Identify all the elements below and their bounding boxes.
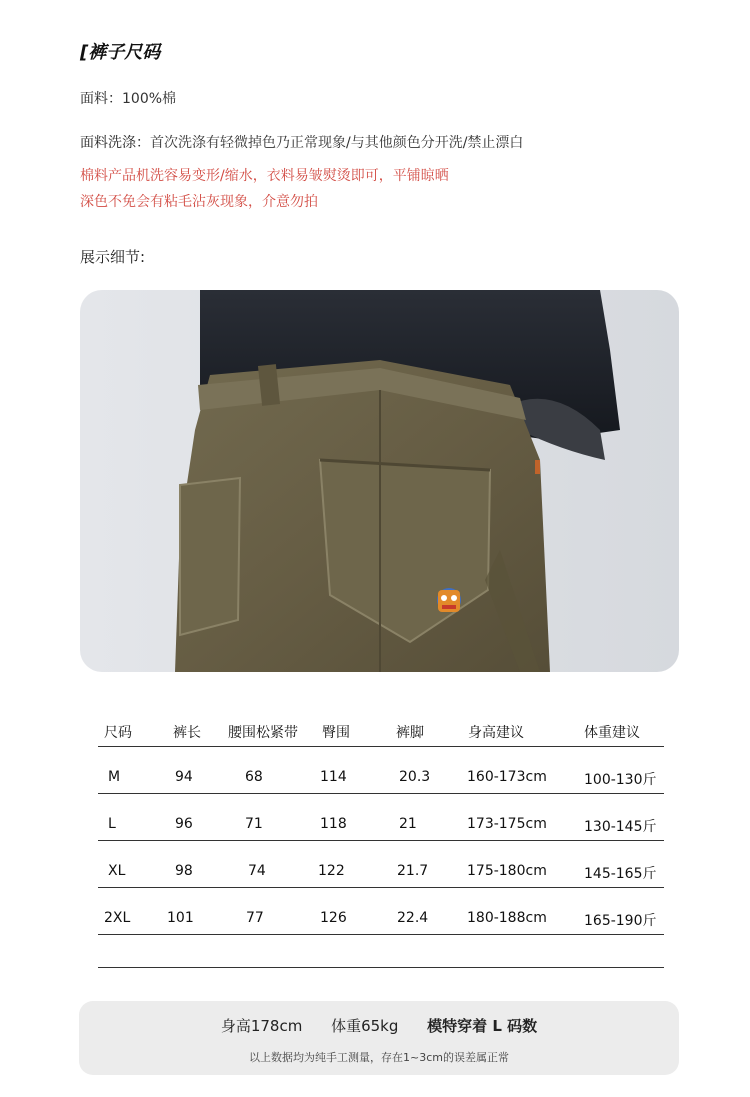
table-cell: L bbox=[108, 816, 116, 832]
table-header-cell: 腰围松紧带 bbox=[228, 725, 298, 741]
size-table bbox=[98, 718, 664, 935]
table-row bbox=[98, 841, 664, 888]
washing-label: 面料洗涤： bbox=[80, 135, 150, 151]
table-header-cell: 臀围 bbox=[322, 725, 350, 741]
table-cell: 100-130斤 bbox=[584, 772, 657, 788]
material-label: 面料： bbox=[80, 91, 122, 107]
detail-heading: 展示细节: bbox=[80, 248, 146, 266]
warning-text: 深色不免会有粘毛沾灰现象，介意勿拍 bbox=[80, 194, 318, 210]
model-info-box bbox=[79, 1001, 679, 1075]
table-cell: 114 bbox=[320, 769, 347, 785]
table-cell: 77 bbox=[246, 910, 264, 926]
table-cell: 173-175cm bbox=[467, 816, 547, 832]
table-cell: 20.3 bbox=[399, 769, 431, 785]
table-cell: 68 bbox=[245, 769, 263, 785]
table-cell: 94 bbox=[175, 769, 193, 785]
table-cell: 101 bbox=[167, 910, 194, 926]
model-stats bbox=[79, 1015, 679, 1036]
table-header-row bbox=[98, 718, 664, 747]
table-bottom-divider bbox=[98, 967, 664, 968]
table-cell: 165-190斤 bbox=[584, 913, 657, 929]
table-header-cell: 裤长 bbox=[173, 725, 201, 741]
table-cell: 74 bbox=[248, 863, 266, 879]
material-value: 100%棉 bbox=[122, 91, 177, 107]
table-cell: 180-188cm bbox=[467, 910, 547, 926]
table-cell: 175-180cm bbox=[467, 863, 547, 879]
table-header-cell: 裤脚 bbox=[396, 725, 424, 741]
table-cell: 21.7 bbox=[397, 863, 429, 879]
table-cell: 130-145斤 bbox=[584, 819, 657, 835]
model-weight: 体重65kg bbox=[331, 1017, 399, 1035]
table-cell: 126 bbox=[320, 910, 347, 926]
table-header-cell: 身高建议 bbox=[468, 725, 524, 741]
table-cell: 22.4 bbox=[397, 910, 429, 926]
measurement-note: 以上数据均为纯手工测量，存在1~3cm的误差属正常 bbox=[249, 1051, 509, 1064]
table-cell: 118 bbox=[320, 816, 347, 832]
model-wearing-size: 模特穿着 L 码数 bbox=[427, 1017, 538, 1035]
washing-line bbox=[80, 132, 523, 152]
table-header-cell: 尺码 bbox=[104, 725, 132, 741]
model-height: 身高178cm bbox=[220, 1017, 303, 1035]
table-cell: 71 bbox=[245, 816, 263, 832]
page-title: [裤子尺码 bbox=[80, 42, 161, 63]
table-cell: 122 bbox=[318, 863, 345, 879]
table-cell: 96 bbox=[175, 816, 193, 832]
table-row bbox=[98, 747, 664, 794]
material-line bbox=[80, 88, 176, 108]
washing-value: 首次洗涤有轻微掉色乃正常现象/与其他颜色分开洗/禁止漂白 bbox=[150, 135, 524, 151]
product-photo bbox=[80, 290, 679, 672]
warning-text: 棉料产品机洗容易变形/缩水，衣料易皱熨烫即可，平铺晾晒 bbox=[80, 168, 449, 184]
table-row bbox=[98, 794, 664, 841]
table-cell: 160-173cm bbox=[467, 769, 547, 785]
table-cell: 98 bbox=[175, 863, 193, 879]
table-row bbox=[98, 888, 664, 935]
table-cell: 145-165斤 bbox=[584, 866, 657, 882]
table-cell: XL bbox=[108, 863, 126, 879]
table-cell: 2XL bbox=[104, 910, 131, 926]
table-cell: 21 bbox=[399, 816, 417, 832]
table-cell: M bbox=[108, 769, 121, 785]
table-header-cell: 体重建议 bbox=[584, 725, 640, 741]
